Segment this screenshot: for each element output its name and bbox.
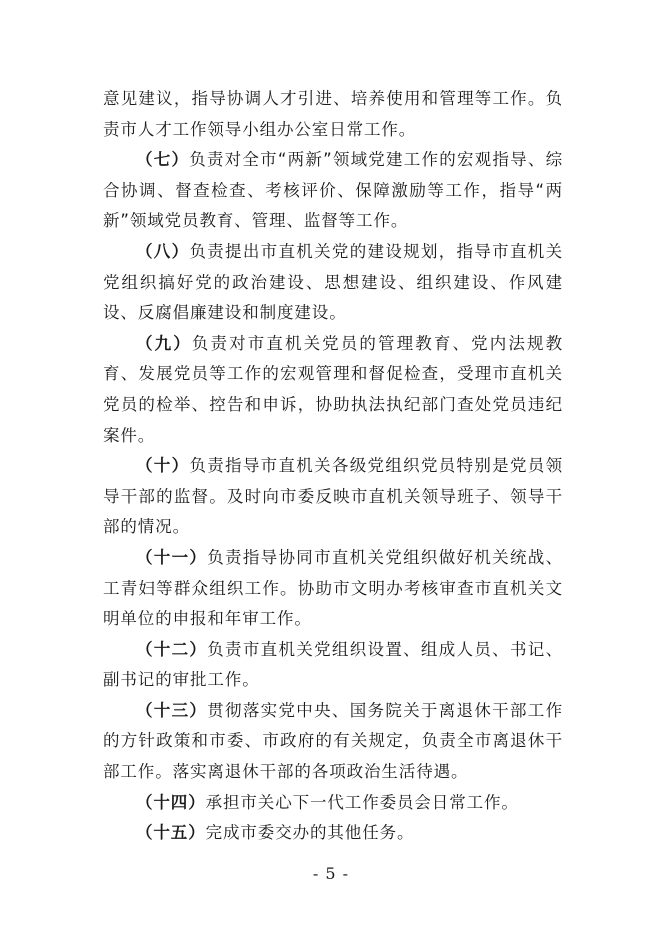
paragraph-text: 意见建议，指导协调人才引进、培养使用和管理等工作。负责市人才工作领导小组办公室日常工作。 [103,89,563,139]
paragraph-text: 负责对市直机关党员的管理教育、党内法规教育、发展党员等工作的宏观管理和督促检查，受理市直机关党员的检举、控告和申诉，协助执法执纪部门查处党员违纪案件。 [103,333,564,445]
item-number: （十二） [136,639,208,659]
paragraph-text: 负责指导市直机关各级党组织党员特别是党员领导干部的监督。及时向市委反映市直机关领导班子、领导干部的情况。 [103,456,564,537]
page-number: - 5 - [312,864,350,883]
item-number: （八） [136,241,190,261]
item-number: （十四） [136,792,206,812]
document-body [103,84,563,849]
paragraph-text: 贯彻落实党中央、国务院关于离退休干部工作的方针政策和市委、市政府的有关规定，负责全市离退休干部工作。落实离退休干部的各项政治生活待遇。 [103,700,563,782]
item-number: （十一） [136,547,208,567]
paragraph-item-7 [103,145,563,237]
paragraph-item-14 [103,788,563,819]
paragraph-item-12 [103,635,563,696]
paragraph-item-11 [103,543,563,635]
paragraph-item-10 [103,451,563,543]
item-number: （七） [136,150,190,170]
item-number: （十五） [136,823,206,843]
paragraph-text: 负责市直机关党组织设置、组成人员、书记、副书记的审批工作。 [103,639,563,690]
paragraph-continuation [103,84,563,145]
item-number: （十） [136,456,190,476]
paragraph-text: 负责提出市直机关党的建设规划，指导市直机关党组织搞好党的政治建设、思想建设、组织建设、作风建设、反腐倡廉建设和制度建设。 [103,241,564,323]
paragraph-text: 完成市委交办的其他任务。 [205,823,415,843]
paragraph-item-15 [103,818,563,849]
item-number: （九） [136,333,192,353]
paragraph-item-8 [103,237,563,329]
item-number: （十三） [136,700,208,720]
paragraph-text: 负责对全市“两新”领域党建工作的宏观指导、综合协调、督查检查、考核评价、保障激励等工作，指导“两新”领域党员教育、管理、监督等工作。 [103,150,563,231]
paragraph-text: 承担市关心下一代工作委员会日常工作。 [205,792,519,812]
paragraph-item-13 [103,696,563,788]
paragraph-text: 负责指导协同市直机关党组织做好机关统战、工青妇等群众组织工作。协助市文明办考核审查市直机关文明单位的申报和年审工作。 [103,547,563,629]
paragraph-item-9 [103,329,563,451]
